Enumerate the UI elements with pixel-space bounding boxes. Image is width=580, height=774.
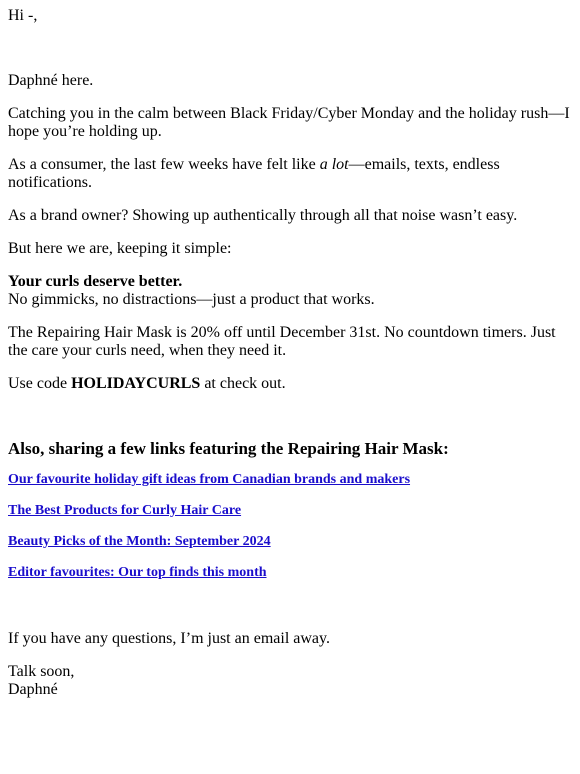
promo-code: HOLIDAYCURLS	[71, 375, 201, 392]
link-editor-favourites[interactable]: Editor favourites: Our top finds this month	[8, 565, 267, 580]
links-heading: Also, sharing a few links featuring the Repairing Hair Mask:	[8, 439, 449, 458]
offer-paragraph: The Repairing Hair Mask is 20% off until December 31st. No countdown timers. Just the care your curls need, when they need it.	[8, 324, 556, 359]
promo-code-suffix: at check out.	[200, 375, 286, 392]
headline: Your curls deserve better.	[8, 273, 183, 290]
paragraph-keeping-simple: But here we are, keeping it simple:	[8, 240, 232, 257]
link-holiday-gift-ideas[interactable]: Our favourite holiday gift ideas from Canadian brands and makers	[8, 472, 411, 487]
signoff: Talk soon,	[8, 663, 75, 680]
intro-line: Daphné here.	[8, 72, 94, 89]
paragraph-consumer-end: —emails, texts, endless notifications.	[8, 156, 500, 191]
link-best-curly-products[interactable]: The Best Products for Curly Hair Care	[8, 503, 242, 518]
paragraph-calm-between: Catching you in the calm between Black Friday/Cyber Monday and the holiday rush—I hope you’re holding up.	[8, 105, 570, 140]
paragraph-consumer-start: As a consumer, the last few weeks have felt like	[8, 156, 320, 173]
paragraph-consumer-emphasis: a lot	[319, 156, 349, 173]
link-row	[8, 471, 572, 489]
promo-code-line	[8, 375, 572, 393]
link-row	[8, 533, 572, 551]
paragraph-consumer	[8, 156, 572, 192]
headline-block	[8, 273, 572, 309]
greeting: Hi -,	[8, 7, 38, 24]
promo-code-prefix: Use code	[8, 375, 72, 392]
signoff-block	[8, 663, 572, 699]
headline-sub: No gimmicks, no distractions—just a product that works.	[8, 291, 375, 308]
signature: Daphné	[8, 681, 58, 698]
link-row	[8, 564, 572, 582]
link-beauty-picks-september[interactable]: Beauty Picks of the Month: September 2024	[8, 534, 271, 549]
questions-line: If you have any questions, I’m just an email away.	[8, 630, 330, 647]
link-row	[8, 502, 572, 520]
paragraph-brand-owner: As a brand owner? Showing up authentically through all that noise wasn’t easy.	[8, 207, 518, 224]
